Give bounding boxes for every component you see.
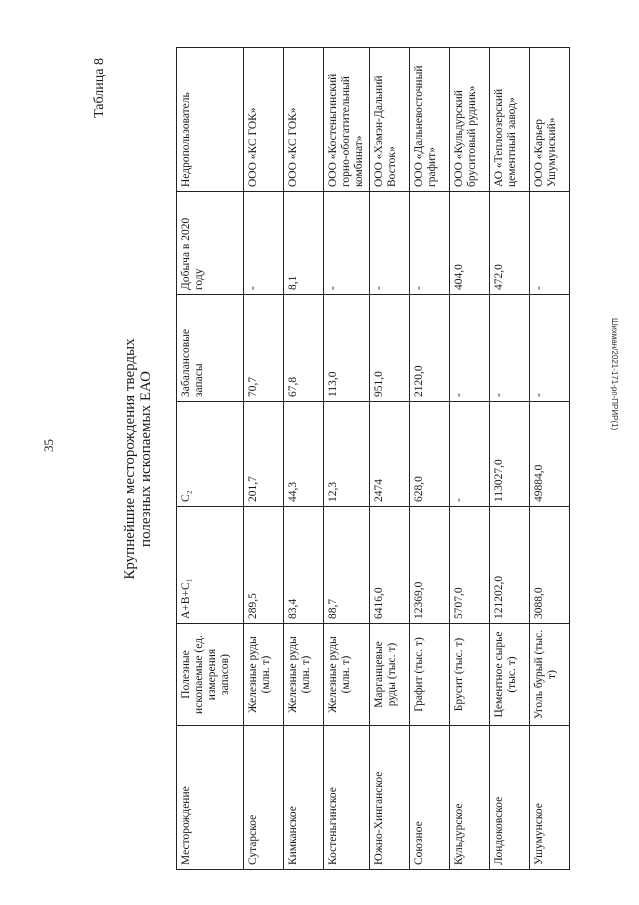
cell-offbalance: 67,8 xyxy=(284,295,324,402)
cell-c2: 44,3 xyxy=(284,402,324,507)
cell-deposit: Южно-Хинганское xyxy=(370,726,410,870)
cell-subsoil-user: ООО «Кульдурский бруситовый рудник» xyxy=(450,48,490,192)
cell-c2: 113027,0 xyxy=(490,402,530,507)
table-row xyxy=(530,48,570,870)
table-row xyxy=(410,48,450,870)
cell-subsoil-user: АО «Теплоозерский цементный завод» xyxy=(490,48,530,192)
cell-offbalance: 70,7 xyxy=(244,295,284,402)
deposits-table xyxy=(176,47,570,870)
cell-subsoil-user: ООО «КС ГОК» xyxy=(284,48,324,192)
cell-mineral: Уголь бурый (тыс. т) xyxy=(530,624,570,726)
table-title-line: полезных ископаемых ЕАО xyxy=(138,371,154,547)
cell-subsoil-user: ООО «Костеньгинский горно-обогатительный комбинат» xyxy=(324,48,370,192)
cell-mineral: Железные руды (млн. т) xyxy=(284,624,324,726)
cell-production: - xyxy=(530,192,570,295)
cell-production: - xyxy=(410,192,450,295)
table-title-line: Крупнейшие месторождения твердых xyxy=(122,338,138,580)
cell-deposit: Кульдурское xyxy=(450,726,490,870)
cell-offbalance: - xyxy=(450,295,490,402)
document-code: Шихман/2021-171-рп-ПРИР(1) xyxy=(610,318,619,431)
table-row xyxy=(244,48,284,870)
table-title xyxy=(122,48,154,870)
cell-c2: 201,7 xyxy=(244,402,284,507)
cell-mineral: Марганцевые руды (тыс. т) xyxy=(370,624,410,726)
cell-subsoil-user: ООО «Карьер Ушумунский» xyxy=(530,48,570,192)
cell-c2: - xyxy=(450,402,490,507)
cell-production: 472,0 xyxy=(490,192,530,295)
cell-c2: 2474 xyxy=(370,402,410,507)
cell-mineral: Цементное сырье (тыс. т) xyxy=(490,624,530,726)
cell-offbalance: 2120,0 xyxy=(410,295,450,402)
header-abc1: A+B+C₁ xyxy=(177,507,244,624)
cell-offbalance: - xyxy=(530,295,570,402)
cell-mineral: Брусит (тыс. т) xyxy=(450,624,490,726)
cell-mineral: Железные руды (млн. т) xyxy=(324,624,370,726)
cell-production: - xyxy=(370,192,410,295)
cell-mineral: Железные руды (млн. т) xyxy=(244,624,284,726)
cell-abc1: 88,7 xyxy=(324,507,370,624)
table-header-row xyxy=(177,48,244,870)
cell-abc1: 3088,0 xyxy=(530,507,570,624)
cell-abc1: 6416,0 xyxy=(370,507,410,624)
table-row xyxy=(324,48,370,870)
cell-abc1: 5707,0 xyxy=(450,507,490,624)
header-mineral: Полезные ископаемые (ед. измерения запасов) xyxy=(177,624,244,726)
header-subsoil-user: Недропользователь xyxy=(177,48,244,192)
table-row xyxy=(370,48,410,870)
cell-deposit: Лондоковское xyxy=(490,726,530,870)
table-row xyxy=(490,48,530,870)
header-production-2020: Добыча в 2020 году xyxy=(177,192,244,295)
cell-production: 8,1 xyxy=(284,192,324,295)
cell-subsoil-user: ООО «Хэмэн-Дальний Восток» xyxy=(370,48,410,192)
header-offbalance: Забалансовые запасы xyxy=(177,295,244,402)
cell-c2: 12,3 xyxy=(324,402,370,507)
cell-deposit: Костеньгинское xyxy=(324,726,370,870)
cell-deposit: Кимканское xyxy=(284,726,324,870)
table-label: Таблица 8 xyxy=(92,58,107,118)
cell-deposit: Союзное xyxy=(410,726,450,870)
cell-subsoil-user: ООО «Дальневосточный графит» xyxy=(410,48,450,192)
cell-abc1: 83,4 xyxy=(284,507,324,624)
cell-offbalance: 951,0 xyxy=(370,295,410,402)
cell-c2: 49884,0 xyxy=(530,402,570,507)
cell-production: - xyxy=(244,192,284,295)
cell-abc1: 289,5 xyxy=(244,507,284,624)
cell-abc1: 121202,0 xyxy=(490,507,530,624)
cell-offbalance: 113,0 xyxy=(324,295,370,402)
header-c2: C₂ xyxy=(177,402,244,507)
cell-offbalance: - xyxy=(490,295,530,402)
cell-deposit: Сутарское xyxy=(244,726,284,870)
header-deposit: Месторождение xyxy=(177,726,244,870)
page-number: 35 xyxy=(41,439,56,452)
cell-mineral: Графит (тыс. т) xyxy=(410,624,450,726)
cell-deposit: Ушумунское xyxy=(530,726,570,870)
cell-production: 404,0 xyxy=(450,192,490,295)
table-row xyxy=(450,48,490,870)
cell-c2: 628,0 xyxy=(410,402,450,507)
table-row xyxy=(284,48,324,870)
cell-abc1: 12369,0 xyxy=(410,507,450,624)
cell-production: - xyxy=(324,192,370,295)
rotated-content xyxy=(92,48,624,870)
cell-subsoil-user: ООО «КС ГОК» xyxy=(244,48,284,192)
